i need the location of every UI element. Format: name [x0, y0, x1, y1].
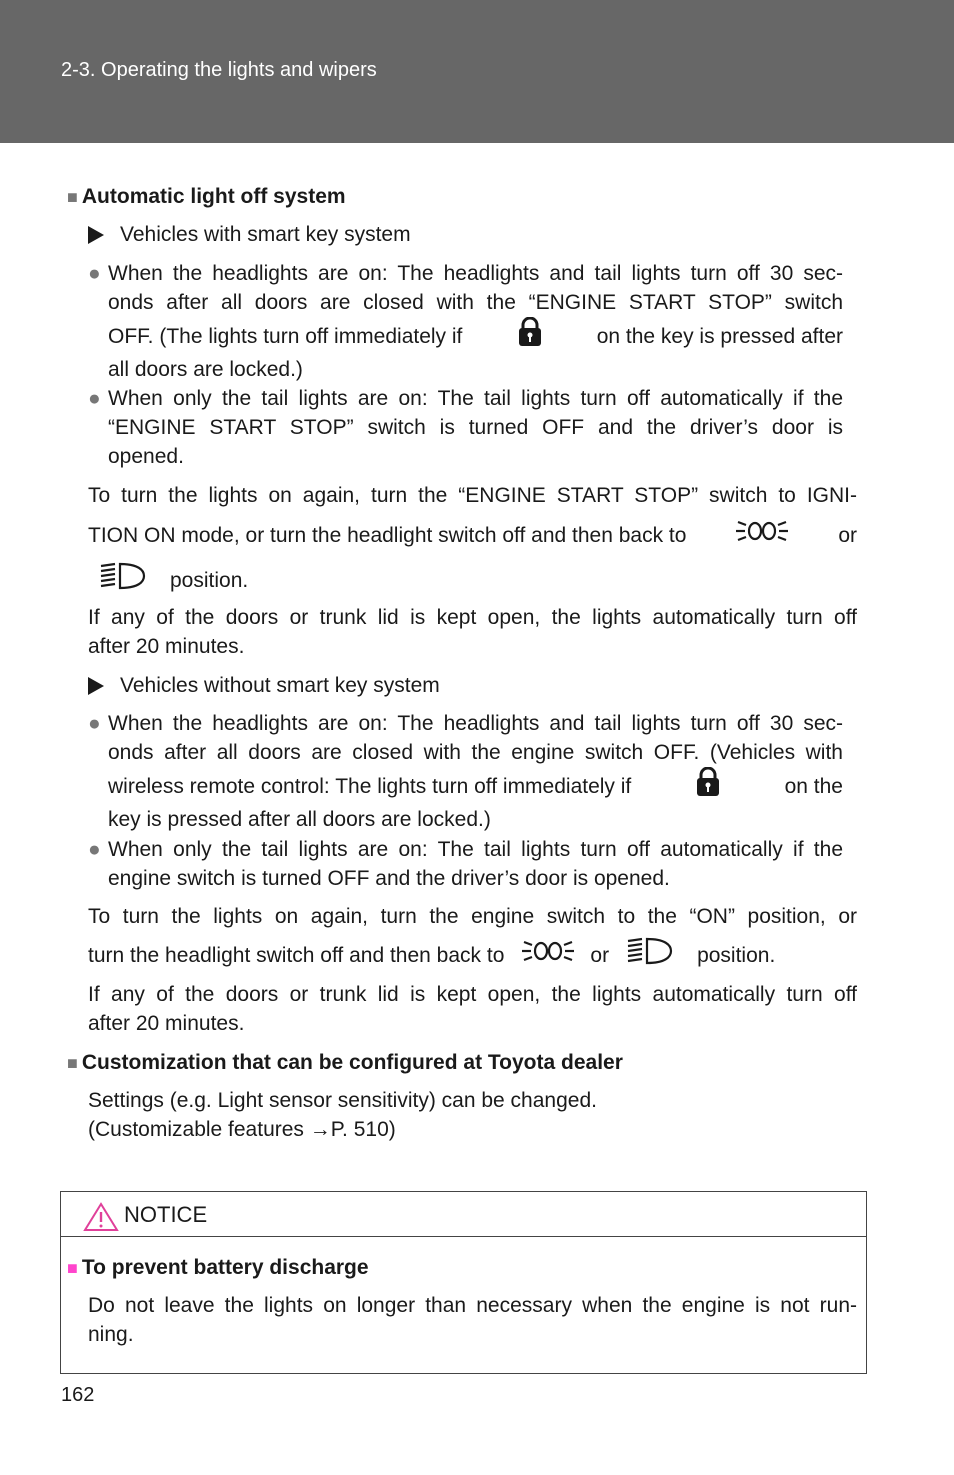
list-item-line-with-icon [88, 317, 843, 355]
paragraph [88, 603, 857, 661]
paragraph-line: If any of the doors or trunk lid is kept open, the lights automatically turn off [88, 983, 857, 1006]
paragraph-line: (Customizable features →P. 510) [88, 1118, 396, 1141]
list-item-text: wireless remote control: The lights turn off immediately if [108, 774, 632, 798]
no-smart-key-label [88, 671, 440, 700]
lock-icon [517, 317, 543, 355]
notice-line: ning. [88, 1323, 134, 1346]
square-bullet-icon: ■ [67, 187, 78, 207]
list-item-text: on the [784, 774, 843, 798]
circle-bullet-icon: ● [88, 387, 101, 410]
circle-bullet-icon: ● [88, 712, 101, 735]
paragraph-line: To turn the lights on again, turn the “ENGINE START STOP” switch to IGNI- [88, 484, 857, 507]
smart-key-label-text: Vehicles with smart key system [120, 223, 411, 246]
paragraph-line-with-icon [88, 560, 857, 600]
paragraph [88, 481, 857, 600]
headlight-icon [98, 560, 146, 600]
list-item-line: When the headlights are on: The headlights and tail lights turn off 30 sec- [108, 712, 843, 735]
square-bullet-icon: ■ [67, 1258, 78, 1278]
paragraph-line: after 20 minutes. [88, 1012, 245, 1035]
notice-line: Do not leave the lights on longer than necessary when the engine is not run- [88, 1294, 857, 1317]
headlight-icon [625, 935, 673, 975]
section-title-text: Automatic light off system [81, 185, 346, 208]
list-item [88, 709, 843, 834]
list-item [88, 384, 843, 471]
notice-subtitle-text: To prevent battery discharge [81, 1256, 369, 1279]
page-header [0, 0, 954, 143]
notice-title: NOTICE [124, 1202, 208, 1227]
triangle-arrow-icon [88, 226, 104, 244]
section-title-auto-light-off [67, 182, 346, 212]
paragraph [88, 902, 857, 971]
list-item-line: key is pressed after all doors are locked.) [108, 808, 491, 831]
list-item-line: onds after all doors are closed with the “ENGINE START STOP” switch [108, 291, 843, 314]
triangle-arrow-icon [88, 677, 104, 695]
list-item-line-with-icon [88, 767, 843, 805]
paragraph-line: Settings (e.g. Light sensor sensitivity) can be changed. [88, 1089, 597, 1112]
paragraph-line: after 20 minutes. [88, 635, 245, 658]
breadcrumb: 2-3. Operating the lights and wipers [61, 59, 377, 81]
lock-icon [695, 767, 721, 805]
list-item-line: engine switch is turned OFF and the driver’s door is opened. [108, 867, 670, 890]
notice-box [60, 1191, 867, 1374]
circle-bullet-icon: ● [88, 838, 101, 861]
page-number: 162 [61, 1384, 95, 1406]
paragraph-text: or [838, 523, 857, 547]
list-item-text: on the key is pressed after [596, 324, 843, 348]
notice-header [61, 1192, 866, 1237]
paragraph-text: position. [697, 943, 776, 967]
paragraph-line-with-icon [88, 939, 857, 971]
paragraph-line-with-icon [88, 520, 857, 550]
list-item-line: onds after all doors are closed with the engine switch OFF. (Vehicles with [108, 741, 843, 764]
list-item [88, 259, 843, 384]
tail-light-icon [734, 516, 790, 554]
square-bullet-icon: ■ [67, 1053, 78, 1073]
list-item-text: OFF. (The lights turn off immediately if [108, 324, 463, 348]
paragraph-text: or [590, 943, 610, 967]
notice-body [88, 1291, 857, 1349]
paragraph-text: turn the headlight switch off and then back to [88, 943, 505, 967]
smart-key-label [88, 220, 411, 249]
paragraph-line: To turn the lights on again, turn the engine switch to the “ON” position, or [88, 905, 857, 928]
circle-bullet-icon: ● [88, 262, 101, 285]
warning-triangle-icon [83, 1202, 119, 1240]
paragraph [88, 980, 857, 1038]
list-item-line: When the headlights are on: The headlights and tail lights turn off 30 sec- [108, 262, 843, 285]
list-item-line: When only the tail lights are on: The tail lights turn off automatically if the [108, 387, 843, 410]
paragraph-text: position. [170, 568, 249, 592]
list-item-line: “ENGINE START STOP” switch is turned OFF and the driver’s door is [108, 416, 843, 439]
paragraph-text: TION ON mode, or turn the headlight switch off and then back to [88, 523, 687, 547]
list-item [88, 835, 843, 893]
paragraph-line: If any of the doors or trunk lid is kept open, the lights automatically turn off [88, 606, 857, 629]
list-item-line: all doors are locked.) [108, 358, 303, 381]
list-item-line: When only the tail lights are on: The tail lights turn off automatically if the [108, 838, 843, 861]
section-title-customization [67, 1048, 623, 1078]
list-item-line: opened. [108, 445, 184, 468]
paragraph [88, 1086, 597, 1144]
no-smart-key-label-text: Vehicles without smart key system [120, 674, 440, 697]
section-title-text: Customization that can be configured at Toyota dealer [81, 1051, 623, 1074]
tail-light-icon [520, 936, 576, 974]
notice-subtitle [67, 1253, 369, 1283]
